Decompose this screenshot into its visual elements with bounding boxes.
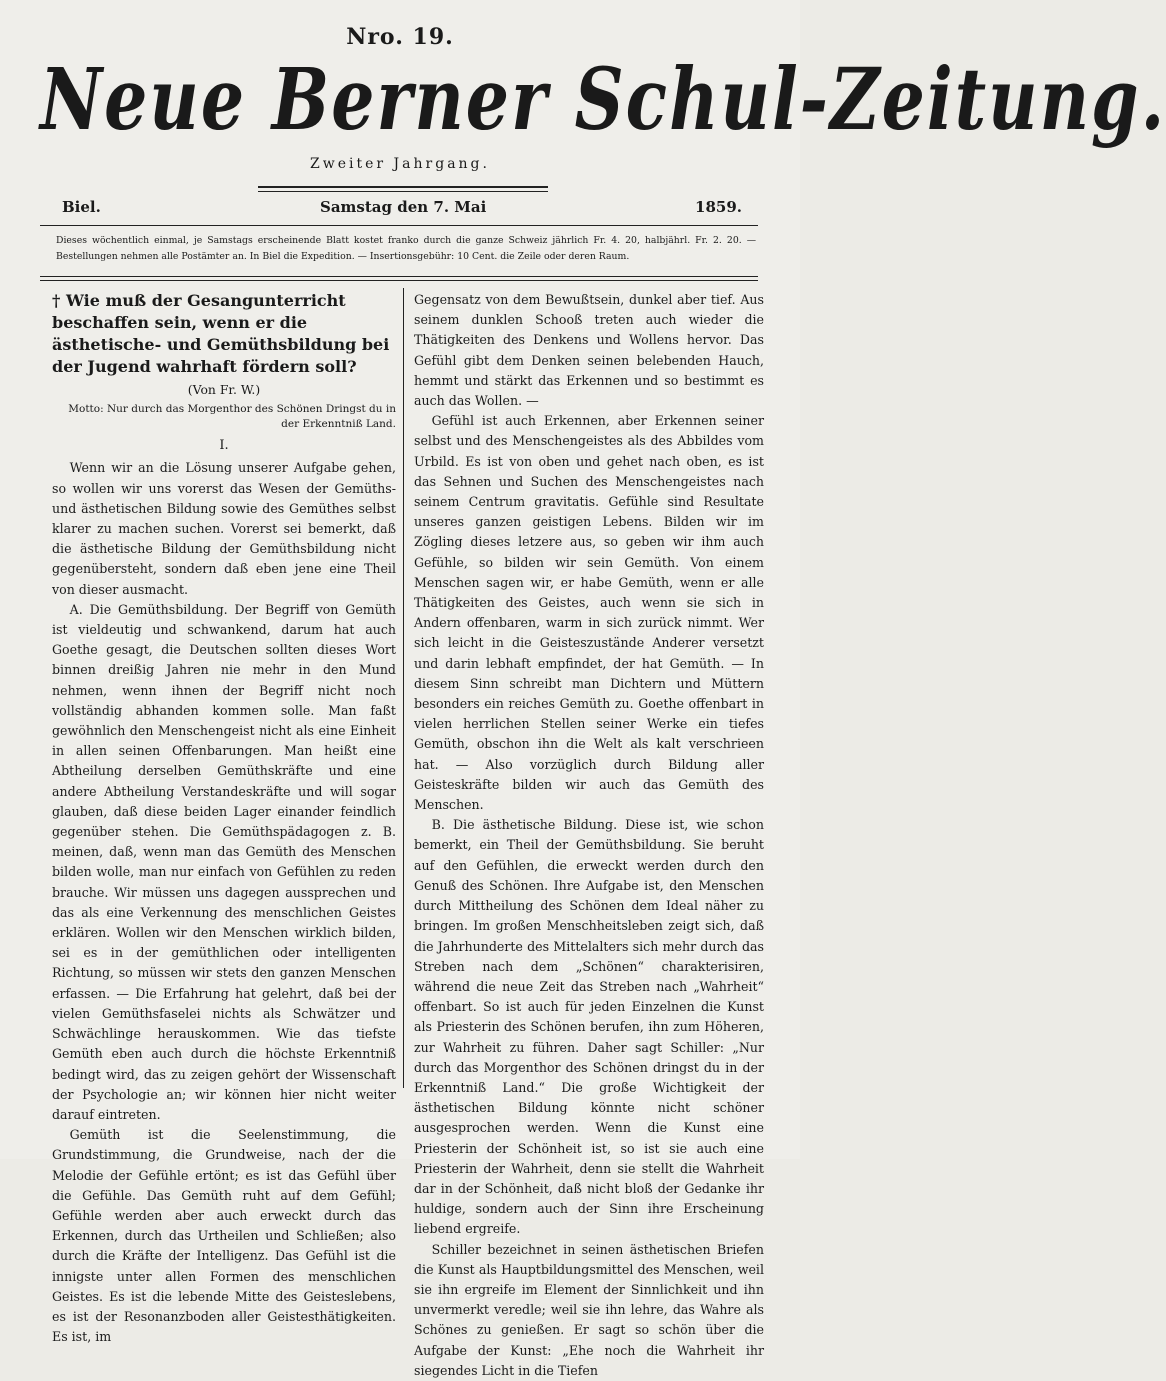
paragraph: Gefühl ist auch Erkennen, aber Erkennen seiner selbst und des Menschengeistes als des Abbildes vom Urbild. Es ist von oben und gehet nach oben, es ist das Sehnen und Suchen des Menschengeistes nach seinem Centrum gravitatis. Gefühle sind Resultate unseres ganzen geistigen Lebens. Bilden wir im Zögling dieses letzere aus, so geben wir ihm auch Gefühle, so bilden wir sein Gemüth. Von einem Menschen sagen wir, er habe Gemüth, wenn er alle Thätigkeiten des Geistes, auch wenn sie sich in Andern offenbaren, warm in sich zurück nimmt. Wer sich leicht in die Geisteszustände Anderer versetzt und darin lebhaft empfindet, der hat Gemüth. — In diesem Sinn schreibt man Dichtern und Müttern besonders ein reiches Gemüth zu. Goethe offenbart in vielen herrlichen Stellen seiner Werke ein tiefes Gemüth, obschon ihn die Welt als kalt verschrieen hat. — Also vorzüglich durch Bildung aller Geisteskräfte bilden wir auch das Gemüth des Menschen. [414,413,764,813]
paragraph: Wenn wir an die Lösung unserer Aufgabe gehen, so wollen wir uns vorerst das Wesen der Gemüths- und ästhetischen Bildung sowie des Gemüthes selbst klarer zu machen suchen. Vorerst sei bemerkt, daß die ästhetische Bildung der Gemüthsbildung nicht gegenübersteht, sondern daß eben jene eine Theil von dieser ausmacht. [52,460,396,597]
issue-number: Nro. 19. [346,24,454,50]
article-headline: † Wie muß der Gesangunterricht beschaffen sein, wenn er die ästhetische- und Gemüthsbildung bei der Jugend wahrhaft fördern soll? [52,291,390,376]
section-number: I. [219,438,229,454]
dateline-place: Biel. [62,198,101,216]
notice-bottom-rule-2 [40,280,758,281]
newspaper-title: Neue Berner Schul-Zeitung. [40,50,1166,150]
paragraph: Gegensatz von dem Bewußtsein, dunkel aber tief. Aus seinem dunklen Schooß treten auch wieder die Thätigkeiten des Denkens und Wollens hervor. Das Gefühl gibt dem Denken seinen belebenden Hauch, hemmt und stärkt das Erkennen und so bestimmt es auch das Wollen. — [414,292,764,409]
notice-top-rule [40,225,758,226]
column-divider [403,288,404,1088]
paragraph: Gemüth ist die Seelenstimmung, die Grundstimmung, die Grundweise, nach der die Melodie der Gefühle ertönt; es ist das Gefühl über die Gefühle. Das Gemüth ruht auf dem Gefühl; Gefühle werden aber auch erweckt durch das Erkennen, durch das Urtheilen und Schließen; also durch die Kräfte der Intelligenz. Das Gefühl ist die innigste unter allen Formen des menschlichen Geistes. Es ist die lebende Mitte des Geisteslebens, es ist der Resonanzboden aller Geistesthätigkeiten. Es ist, im [52,1127,396,1345]
volume-subtitle: Zweiter Jahrgang. [310,156,490,172]
right-column [414,290,764,1381]
notice-bottom-rule [40,276,758,277]
article-motto: Motto: Nur durch das Morgenthor des Schönen Dringst du in der Erkenntniß Land. [68,403,396,431]
masthead-rule [258,186,548,192]
paragraph: B. Die ästhetische Bildung. Diese ist, wie schon bemerkt, ein Theil der Gemüthsbildung. Sie beruht auf den Gefühlen, die erweckt werden durch den Genuß des Schönen. Ihre Aufgabe ist, den Menschen durch Mittheilung des Schönen dem Ideal näher zu bringen. Im großen Menschheitsleben zeigt sich, daß die Jahrhunderte des Mittelalters sich mehr durch das Streben nach dem „Schönen“ charakterisiren, während die neue Zeit das Streben nach „Wahrheit“ offenbart. So ist auch für jeden Einzelnen die Kunst als Priesterin des Schönen berufen, ihn zum Höheren, zur Wahrheit zu führen. Daher sagt Schiller: „Nur durch das Morgenthor des Schönen dringst du in der Erkenntniß Land.“ Die große Wichtigkeit der ästhetischen Bildung könnte nicht schöner ausgesprochen werden. Wenn die Kunst eine Priesterin der Schönheit ist, so ist sie auch eine Priesterin der Wahrheit, denn sie stellt die Wahrheit dar in der Schönheit, daß nicht bloß der Gedanke ihr huldige, sondern auch der Sinn ihre Erscheinung liebend ergreife. [414,817,764,1237]
left-column [52,290,396,1347]
paragraph: Schiller bezeichnet in seinen ästhetischen Briefen die Kunst als Hauptbildungsmittel des Menschen, weil sie ihn ergreife im Element der Sinnlichkeit und ihn unvermerkt veredle; weil sie ihn lehre, das Wahre als Schönes zu genießen. Er sagt so schön über die Aufgabe der Kunst: „Ehe noch die Wahrheit ihr siegendes Licht in die Tiefen [414,1241,764,1378]
article-byline: (Von Fr. W.) [187,382,261,397]
dateline-year: 1859. [695,198,742,216]
dateline-date: Samstag den 7. Mai [320,198,487,216]
subscription-notice: Dieses wöchentlich einmal, je Samstags erscheinende Blatt kostet franko durch die ganze Schweiz jährlich Fr. 4. 20, halbjährl. Fr. 2. 20. — Bestellungen nehmen alle Postämter an. In Biel die Expedition. — Insertionsgebühr: 10 Cent. die Zeile oder deren Raum. [56,235,756,262]
dateline [62,198,742,220]
paragraph: A. Die Gemüthsbildung. Der Begriff von Gemüth ist vieldeutig und schwankend, darum hat auch Goethe gesagt, die Deutschen sollten dieses Wort binnen dreißig Jahren nie mehr in den Mund nehmen, wenn ihnen der Begriff nicht noch vollständig abhanden kommen solle. Man faßt gewöhnlich den Menschengeist nicht als eine Einheit in allen seinen Offenbarungen. Man heißt eine Abtheilung derselben Gemüthskräfte und eine andere Abtheilung Verstandeskräfte und will sogar glauben, daß diese beiden Lager einander feindlich gegenüber stehen. Die Gemüthspädagogen z. B. meinen, daß, wenn man das Gemüth des Menschen bilden wolle, man nur einfach von Gefühlen zu reden brauche. Wir müssen uns dagegen aussprechen und das als eine Verkennung des menschlichen Geistes erklären. Wollen wir den Menschen wirklich bilden, sei es in der gemüthlichen oder intelligenten Richtung, so müssen wir stets den ganzen Menschen erfassen. — Die Erfahrung hat gelehrt, daß bei der vielen Gemüthsfaselei nichts als Schwätzer und Schwächlinge herauskommen. Wie das tiefste Gemüth eben auch durch die höchste Erkenntniß bedingt wird, das zu zeigen gehört der Wissenschaft der Psychologie an; wir können hier nicht weiter darauf eintreten. [52,601,396,1122]
